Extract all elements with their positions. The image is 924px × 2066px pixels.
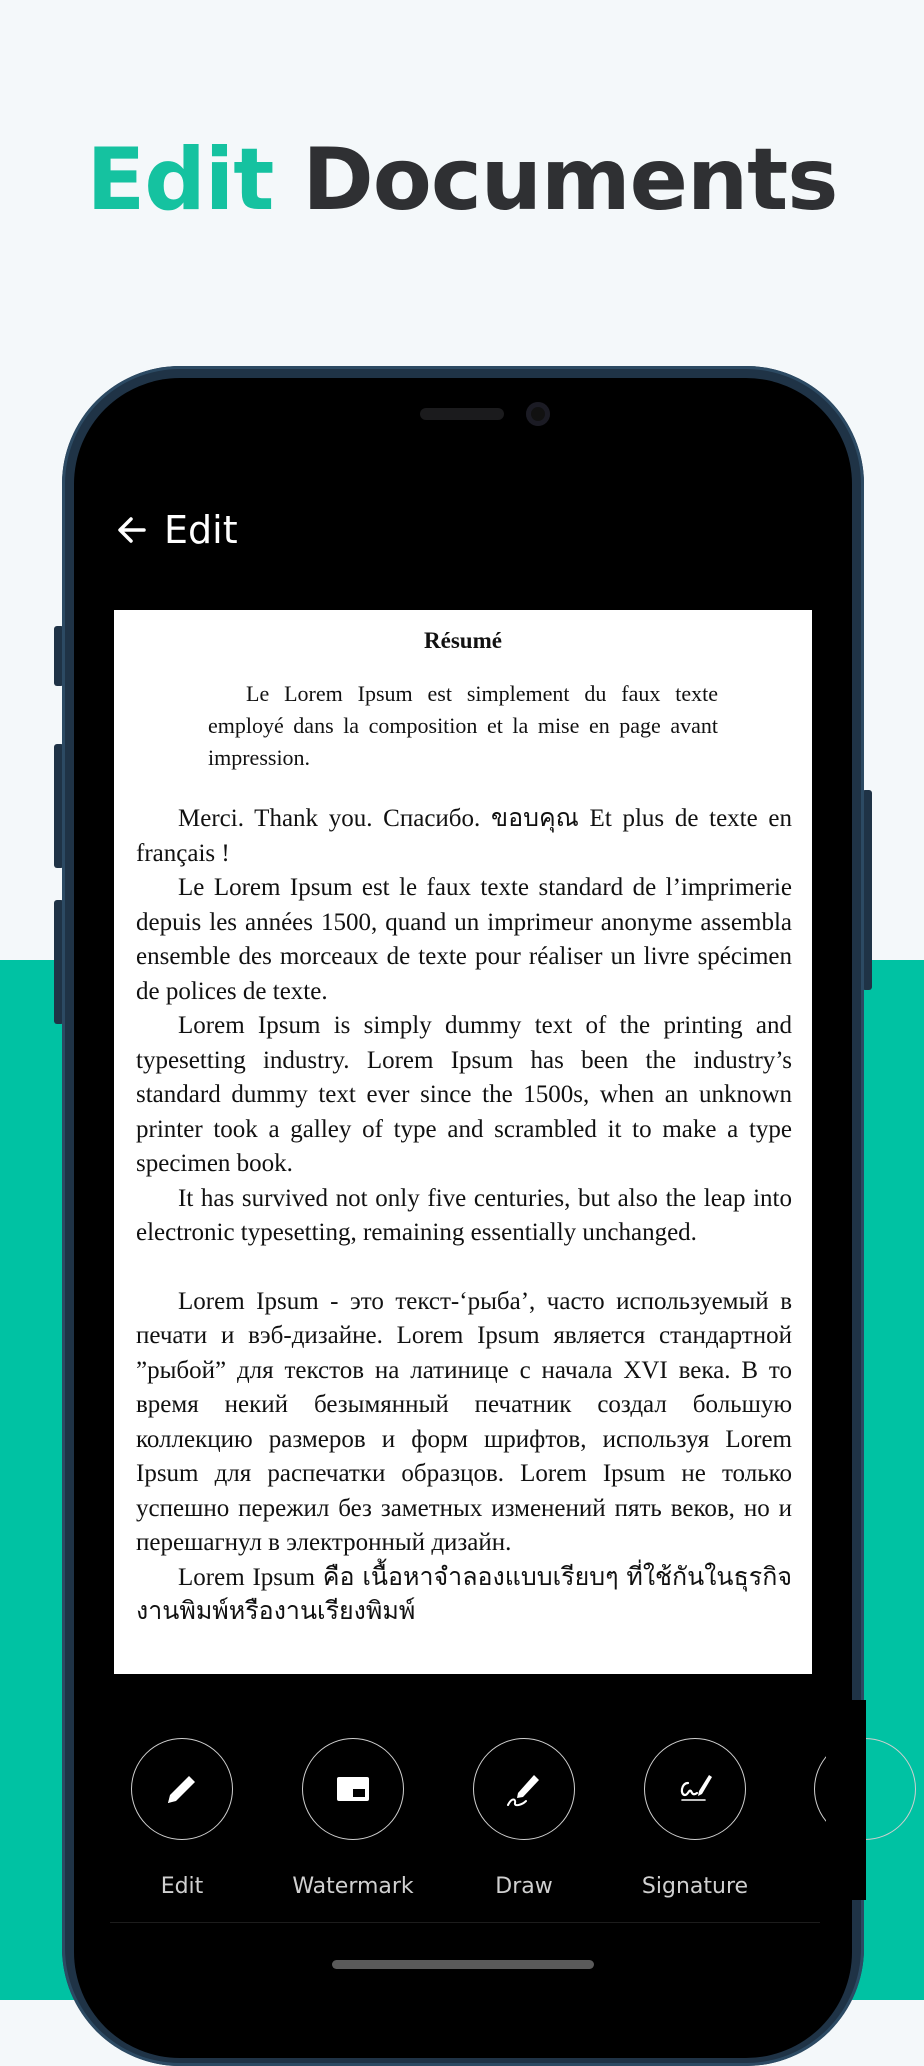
document-paragraph: Lorem Ipsum - это текст-‘рыба’, часто используемый в печати и вэб-дизайне. Lorem Ipsum является стандартной ”рыбой” для текстов на латинице с начала XVI века. В то время некий безымянный печатник создал большую коллекцию размеров и форм шрифтов, используя Lorem Ipsum для распечатки образцов. Lorem Ipsum не только успешно пережил без заметных изменений пять веков, но и перешагнул в электронный дизайн. (136, 1287, 792, 1556)
top-bar (114, 500, 238, 560)
headline-accent: Edit (86, 130, 274, 230)
draw-icon (504, 1769, 544, 1809)
tool-watermark-button[interactable] (292, 1738, 414, 1899)
tool-signature-circle[interactable] (644, 1738, 746, 1840)
tool-signature-button[interactable] (641, 1738, 749, 1899)
signature-icon (675, 1769, 715, 1809)
document-page[interactable] (114, 610, 812, 1674)
tool-watermark-circle[interactable] (302, 1738, 404, 1840)
pencil-icon (162, 1769, 202, 1809)
tool-signature-label: Signature (641, 1874, 749, 1899)
document-abstract: Le Lorem Ipsum est simplement du faux texte employé dans la composition et la mise en page avant impression. (208, 681, 718, 770)
arrow-left-icon[interactable] (114, 512, 150, 548)
home-indicator[interactable] (332, 1960, 594, 1969)
tool-edit-button[interactable] (130, 1738, 234, 1899)
document-body (136, 802, 792, 1630)
phone-camera (526, 402, 550, 426)
headline (0, 130, 924, 230)
tool-bar (130, 1738, 830, 1899)
phone-speaker (420, 408, 504, 420)
tool-draw-label: Draw (495, 1874, 553, 1899)
headline-rest: Documents (273, 130, 838, 230)
tool-edit-label: Edit (160, 1874, 204, 1899)
watermark-icon (333, 1769, 373, 1809)
tool-watermark-label: Watermark (292, 1874, 414, 1899)
tool-draw-button[interactable] (472, 1738, 576, 1899)
divider (110, 1922, 820, 1923)
document-paragraph: Lorem Ipsum คือ เนื้อหาจำลองแบบเรียบๆ ที่ใช้กันในธุรกิจงานพิมพ์หรืองานเรียงพิมพ์ (136, 1563, 792, 1625)
document-paragraph: Lorem Ipsum is simply dummy text of the printing and typesetting industry. Lorem Ipsum has been the industry’s standard dummy text ever since the 1500s, when an unknown printer took a galley of type and scrambled it to make a type specimen book. (136, 1012, 792, 1177)
document-paragraph: Merci. Thank you. Спасибо. ขอบคุณ Et plus de texte en français ! (136, 805, 792, 867)
document-paragraph: It has survived not only five centuries, but also the leap into electronic typesetting, remaining essentially unchanged. (136, 1184, 792, 1246)
tool-edit-circle[interactable] (131, 1738, 233, 1840)
screen-edge (826, 1700, 866, 1900)
tool-draw-circle[interactable] (473, 1738, 575, 1840)
page-title: Edit (164, 508, 238, 552)
document-paragraph: Le Lorem Ipsum est le faux texte standard de l’imprimerie depuis les années 1500, quand un imprimeur anonyme assembla ensemble des morceaux de texte pour réaliser un livre spécimen de polices de texte. (136, 874, 792, 1005)
document-title: Résumé (424, 628, 502, 653)
